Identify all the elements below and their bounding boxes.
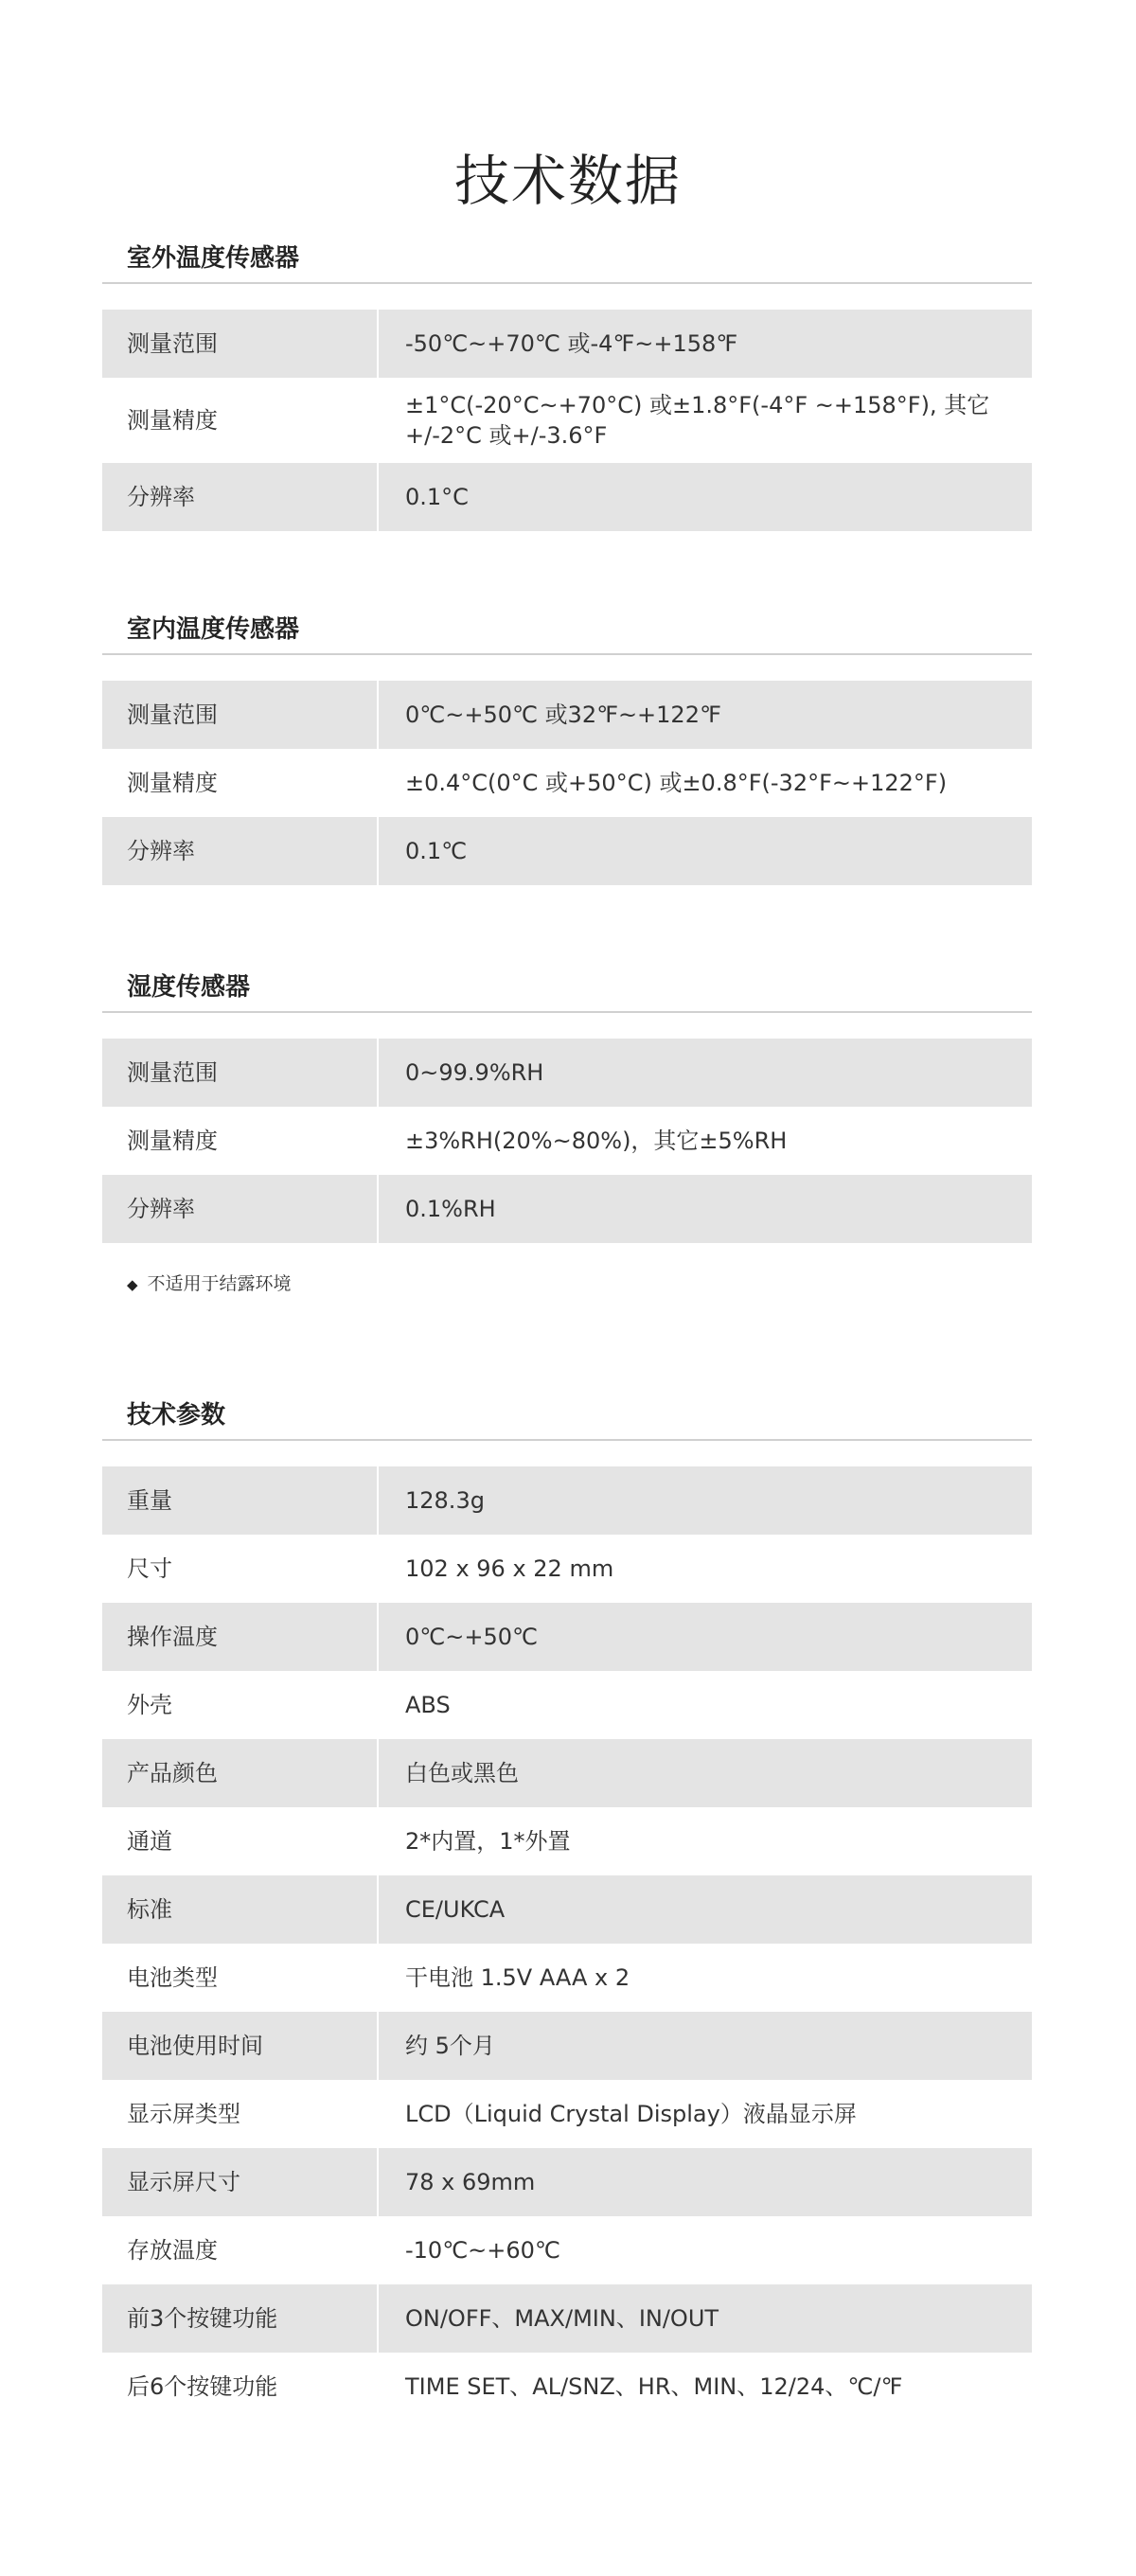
spec-value: 78 x 69mm bbox=[378, 2148, 1032, 2216]
spec-key: 测量精度 bbox=[102, 749, 378, 817]
section-heading: 技术参数 bbox=[102, 1392, 1032, 1441]
spec-value: 2*内置，1*外置 bbox=[378, 1807, 1032, 1875]
spec-key: 分辨率 bbox=[102, 817, 378, 885]
section-indoor-temperature bbox=[102, 606, 1032, 885]
section-heading: 室外温度传感器 bbox=[102, 235, 1032, 284]
spec-key: 分辨率 bbox=[102, 1175, 378, 1243]
table-row bbox=[102, 2012, 1032, 2080]
footnote-text: 不适用于结露环境 bbox=[147, 1273, 292, 1294]
section-humidity bbox=[102, 964, 1032, 1243]
spec-key: 尺寸 bbox=[102, 1535, 378, 1603]
spec-value: 0~99.9%RH bbox=[378, 1039, 1032, 1107]
spec-key: 前3个按键功能 bbox=[102, 2284, 378, 2353]
spec-value: 0.1°C bbox=[378, 463, 1032, 531]
section-heading: 湿度传感器 bbox=[102, 964, 1032, 1013]
section-outdoor-temperature bbox=[102, 235, 1032, 531]
spec-key: 测量精度 bbox=[102, 378, 378, 463]
table-row bbox=[102, 1671, 1032, 1739]
section-heading: 室内温度传感器 bbox=[102, 606, 1032, 655]
table-row bbox=[102, 463, 1032, 531]
spec-key: 通道 bbox=[102, 1807, 378, 1875]
spec-value: 干电池 1.5V AAA x 2 bbox=[378, 1944, 1032, 2012]
table-row bbox=[102, 1175, 1032, 1243]
spec-value: 0.1℃ bbox=[378, 817, 1032, 885]
spec-key: 重量 bbox=[102, 1466, 378, 1535]
table-row bbox=[102, 1739, 1032, 1807]
spec-key: 测量精度 bbox=[102, 1107, 378, 1175]
spec-value: ±0.4°C(0°C 或+50°C) 或±0.8°F(-32°F~+122°F) bbox=[378, 749, 1032, 817]
spec-value: -50℃~+70℃ 或-4℉~+158℉ bbox=[378, 310, 1032, 378]
spec-value: 0℃~+50℃ bbox=[378, 1603, 1032, 1671]
page-title: 技术数据 bbox=[453, 148, 682, 213]
table-row bbox=[102, 2216, 1032, 2284]
table-row bbox=[102, 1107, 1032, 1175]
spec-key: 显示屏类型 bbox=[102, 2080, 378, 2148]
diamond-bullet-icon: ◆ bbox=[127, 1276, 138, 1293]
table-row bbox=[102, 2080, 1032, 2148]
table-row bbox=[102, 1466, 1032, 1535]
spec-key: 分辨率 bbox=[102, 463, 378, 531]
spec-key: 外壳 bbox=[102, 1671, 378, 1739]
spec-value: ±1°C(-20°C~+70°C) 或±1.8°F(-4°F ~+158°F), 其它+/-2°C 或+/-3.6°F bbox=[378, 378, 1032, 463]
table-row bbox=[102, 1875, 1032, 1944]
spec-value: -10℃~+60℃ bbox=[378, 2216, 1032, 2284]
spec-value: 约 5个月 bbox=[378, 2012, 1032, 2080]
spec-table bbox=[102, 1039, 1032, 1243]
footnote bbox=[127, 1271, 292, 1297]
spec-value: LCD（Liquid Crystal Display）液晶显示屏 bbox=[378, 2080, 1032, 2148]
table-row bbox=[102, 1039, 1032, 1107]
table-row bbox=[102, 310, 1032, 378]
spec-key: 电池使用时间 bbox=[102, 2012, 378, 2080]
spec-key: 后6个按键功能 bbox=[102, 2353, 378, 2421]
spec-value: TIME SET、AL/SNZ、HR、MIN、12/24、℃/℉ bbox=[378, 2353, 1032, 2421]
spec-value: 102 x 96 x 22 mm bbox=[378, 1535, 1032, 1603]
spec-value: ABS bbox=[378, 1671, 1032, 1739]
spec-table bbox=[102, 1466, 1032, 2421]
spec-key: 测量范围 bbox=[102, 1039, 378, 1107]
table-row bbox=[102, 378, 1032, 463]
spec-value: 0.1%RH bbox=[378, 1175, 1032, 1243]
spec-key: 存放温度 bbox=[102, 2216, 378, 2284]
table-row bbox=[102, 2148, 1032, 2216]
table-row bbox=[102, 2284, 1032, 2353]
spec-key: 操作温度 bbox=[102, 1603, 378, 1671]
spec-value: 128.3g bbox=[378, 1466, 1032, 1535]
spec-key: 标准 bbox=[102, 1875, 378, 1944]
table-row bbox=[102, 2353, 1032, 2421]
table-row bbox=[102, 749, 1032, 817]
section-technical-parameters bbox=[102, 1392, 1032, 2421]
spec-value: ON/OFF、MAX/MIN、IN/OUT bbox=[378, 2284, 1032, 2353]
spec-table bbox=[102, 681, 1032, 885]
spec-table bbox=[102, 310, 1032, 531]
table-row bbox=[102, 1944, 1032, 2012]
spec-key: 显示屏尺寸 bbox=[102, 2148, 378, 2216]
spec-key: 测量范围 bbox=[102, 310, 378, 378]
spec-key: 电池类型 bbox=[102, 1944, 378, 2012]
spec-value: 白色或黑色 bbox=[378, 1739, 1032, 1807]
spec-value: ±3%RH(20%~80%)，其它±5%RH bbox=[378, 1107, 1032, 1175]
table-row bbox=[102, 1603, 1032, 1671]
table-row bbox=[102, 817, 1032, 885]
spec-key: 测量范围 bbox=[102, 681, 378, 749]
spec-value: 0℃~+50℃ 或32℉~+122℉ bbox=[378, 681, 1032, 749]
spec-key: 产品颜色 bbox=[102, 1739, 378, 1807]
table-row bbox=[102, 1535, 1032, 1603]
table-row bbox=[102, 1807, 1032, 1875]
spec-value: CE/UKCA bbox=[378, 1875, 1032, 1944]
table-row bbox=[102, 681, 1032, 749]
